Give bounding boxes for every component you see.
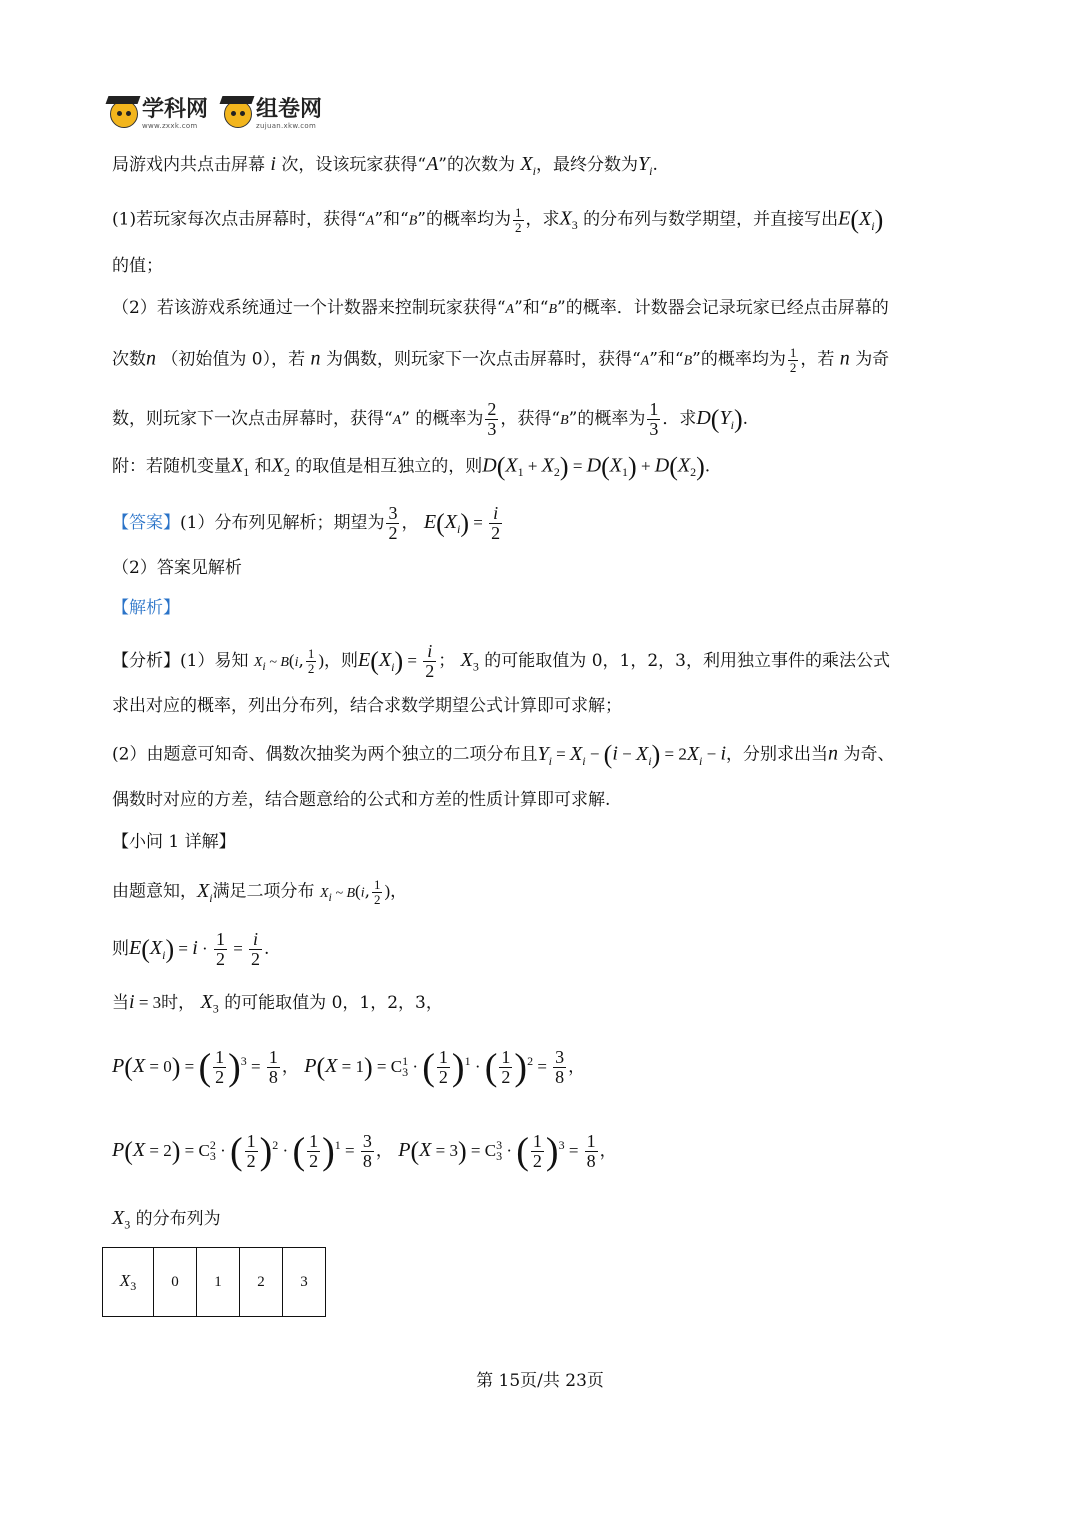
- table-cell: 1: [197, 1248, 240, 1317]
- mascot-icon: [110, 100, 138, 128]
- formula-line: P(X = 0) = ( $\frac{1}{2}$ )$^3$ = $\frac{1}{8}$ ， $P(X = 1) = C_3^1$ · ( $\frac{1}{2}$ )$^1$ · ( $\frac{1}{2}$ )$^2$ = $\frac{3}{8}$ ，: [112, 1046, 586, 1089]
- table-row: [103, 1248, 326, 1317]
- sub-question-heading: 【小问 1 详解】: [112, 832, 236, 852]
- answer-line: 【答案】(1）分布列见解析；期望为 $\frac{3}{2}$ ， $E(X_i)$ = $\frac{i}{2}$: [112, 503, 501, 543]
- text-line: （2）若该游戏系统通过一个计数器来控制玩家获得“A”和“B”的概率．计数器会记录玩家已经点击屏幕的: [112, 298, 889, 318]
- logo-zujuan: [224, 96, 323, 130]
- text-line: $X_3$ 的分布列为: [112, 1207, 221, 1232]
- logo-url: zujuan.xkw.com: [256, 121, 317, 130]
- analysis-heading: 【解析】: [112, 598, 180, 618]
- text-line: 的值；: [112, 256, 163, 276]
- logo-zxxk: [110, 96, 209, 130]
- table-cell: 3: [283, 1248, 326, 1317]
- logo-url: www.zxxk.com: [142, 121, 198, 130]
- logo-title: 学科网: [142, 96, 209, 122]
- text-line: (1)若玩家每次点击屏幕时，获得“A”和“B”的概率均为 $\frac{1}{2}$ ，求$X_3$ 的分布列与数学期望，并直接写出$E(X_i)$: [112, 205, 884, 235]
- text-line: 求出对应的概率，列出分布列，结合求数学期望公式计算即可求解；: [112, 696, 622, 716]
- table-cell: 2: [240, 1248, 283, 1317]
- text-line: 附：若随机变量$X_1$ 和$X_2$ 的取值是相互独立的，则$D(X_1 + X_2) = D(X_1) + D(X_2)$.: [112, 452, 711, 481]
- formula-line: $P(X = 2) = C_3^2$ · ( $\frac{1}{2}$ )$^2$ · ( $\frac{1}{2}$ )$^1$ = $\frac{3}{8}$ ， $P(X = 3) = C_3^3$ · ( $\frac{1}{2}$ )$^3$ = $\frac{1}{8}$ ，: [112, 1130, 617, 1173]
- page-number: 第 15页/共 23页: [476, 1371, 604, 1391]
- answer-line: （2）答案见解析: [112, 558, 242, 578]
- logo-title: 组卷网: [256, 96, 323, 122]
- text-line: 【分析】(1）易知 $X_i$ ~ B(i, $\frac{1}{2}$ )，则$E(X_i)$ = $\frac{i}{2}$ ； $X_3$ 的可能取值为 0，1，2，3，利用独立事件的乘法公式: [112, 641, 890, 681]
- text-line: 偶数时对应的方差，结合题意给的公式和方差的性质计算即可求解.: [112, 790, 611, 810]
- text-line: 由题意知，$X_i$满足二项分布 $X_i$ ~ B(i, $\frac{1}{2}$ )，: [112, 877, 408, 907]
- text-line: 数，则玩家下一次点击屏幕时，获得“A” 的概率为 $\frac{2}{3}$ ，获得“B”的概率为 $\frac{1}{3}$ ．求$D(Y_i)$.: [112, 399, 749, 439]
- text-line: 局游戏内共点击屏幕 i 次，设该玩家获得“A”的次数为 $X_i$，最终分数为$Y_i$.: [112, 153, 658, 178]
- text-line: 则$E(X_i) = i$ · $\frac{1}{2}$ = $\frac{i}{2}$ .: [112, 929, 270, 969]
- table-cell: 0: [154, 1248, 197, 1317]
- text-line: 次数n （初始值为 0），若 n 为偶数，则玩家下一次点击屏幕时，获得“A”和“B”的概率均为 $\frac{1}{2}$ ，若 n 为奇: [112, 345, 890, 375]
- mascot-icon: [224, 100, 252, 128]
- distribution-table: [102, 1247, 326, 1317]
- header: [110, 94, 322, 134]
- table-cell: $X_3$: [103, 1248, 154, 1317]
- text-line: 当i = 3时， $X_3$ 的可能取值为 0，1，2，3，: [112, 991, 443, 1016]
- text-line: (2）由题意可知奇、偶数次抽奖为两个独立的二项分布且$Y_i = X_i - (i - X_i) = 2X_i - i$，分别求出当n 为奇、: [112, 740, 895, 769]
